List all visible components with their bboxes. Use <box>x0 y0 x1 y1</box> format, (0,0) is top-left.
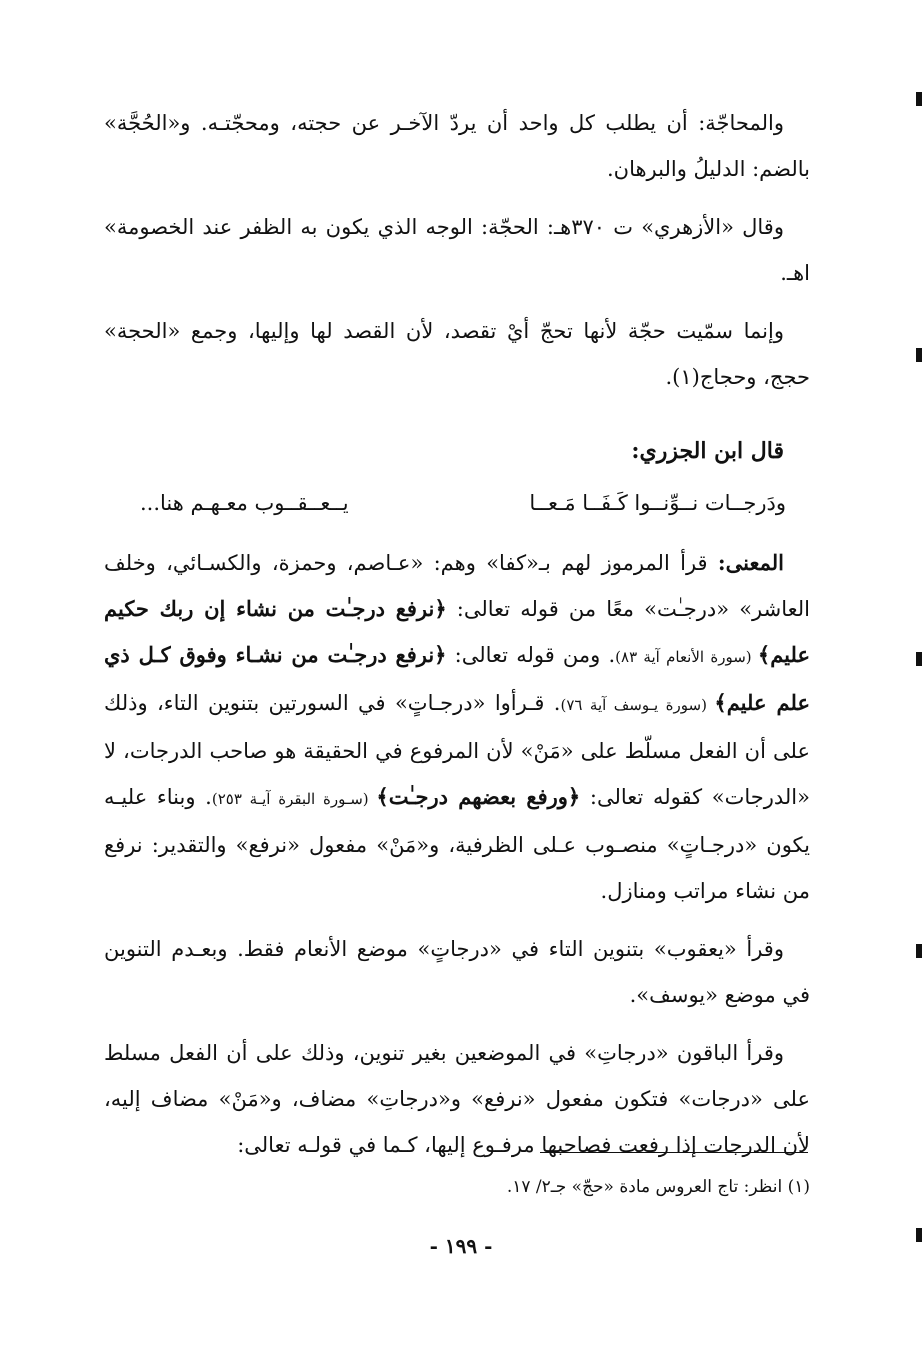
edge-mark <box>916 944 922 958</box>
verse-reference-3: (سـورة البقرة آيـة ٢٥٣) <box>211 790 377 808</box>
meaning-text-3: . قـرأوا «درجـاتٍ» في السورتين بتنوين التاء، وذلك على أن الفعل مسلّط على «مَنْ» لأن المرفوع في الحقيقة هو صاحب الدرجات، لا «الدرجات» كقوله تعالى: <box>104 691 810 809</box>
paragraph-meaning <box>104 540 810 914</box>
edge-mark <box>916 1228 922 1242</box>
edge-mark <box>916 652 922 666</box>
quran-verse-2: ﴿نرفع درجـٰت من نشـاء وفوق كـل ذي علم عليم﴾ <box>104 642 810 715</box>
verse-first-hemistich: ودَرجــات نــوِّنــوا كَـفَــا مَـعــا <box>529 491 786 515</box>
footnote: (١) انظر: تاج العروس مادة «حجّ» جـ٢/ ١٧. <box>506 1177 810 1197</box>
verse-reference-2: (سورة يـوسف آية ٧٦) <box>560 696 715 714</box>
edge-mark <box>916 92 922 106</box>
poem-verse <box>140 480 786 526</box>
meaning-text-2: . ومن قوله تعالى: <box>446 643 616 667</box>
meaning-text-4: . وبناء عليـه يكون «درجـاتٍ» منصـوب عـلى الظرفية، و«مَنْ» مفعول «نرفع» والتقدير: نرفع من نشاء مراتب ومنازل. <box>104 785 810 903</box>
paragraph-muhajja: والمحاجّة: أن يطلب كل واحد أن يردّ الآخـر عن حجته، ومحجّتـه. و«الحُجَّة» بالضم: الدليلُ والبرهان. <box>104 111 810 181</box>
quran-verse-1: ﴿نرفع درجـٰت من نشاء إن ربك حكيم عليم﴾ <box>104 596 810 667</box>
footnote-divider <box>540 1152 808 1153</box>
meaning-label: المعنى: <box>717 550 784 575</box>
page-number: - ١٩٩ - <box>429 1234 493 1258</box>
paragraph-others: وقرأ الباقون «درجاتِ» في الموضعين بغير تنوين، وذلك على أن الفعل مسلط على «درجات» فتكون مفعول «نرفع» و«درجاتِ» مضاف، و«مَنْ» مضاف إليه، لأن الدرجات إذا رفعت فصاحبها مرفـوع إليها، كـما في قولـه تعالى: <box>104 1041 810 1157</box>
quran-verse-3: ﴿ورفع بعضهم درجـٰت﴾ <box>376 784 581 809</box>
verse-reference-1: (سورة الأنعام آية ٨٣) <box>615 648 758 666</box>
section-heading: قال ابن الجزري: <box>631 438 784 464</box>
paragraph-hujja-plural: وإنما سمّيت حجّة لأنها تحجّ أيْ تقصد، لأن القصد لها وإليها، وجمع «الحجة» حجج، وحجاج(١). <box>104 319 810 389</box>
edge-mark <box>916 348 922 362</box>
meaning-text-1: قرأ المرموز لهم بـ«كفا» وهم: «عـاصم، وحمزة، والكسـائي، وخلف العاشر» «درجـٰت» معًا من قوله تعالى: <box>104 551 810 621</box>
verse-second-hemistich: يــعــقــوب معـهـم هنا... <box>140 491 349 515</box>
page-body <box>104 100 810 1180</box>
paragraph-yaqub: وقرأ «يعقوب» بتنوين التاء في «درجاتٍ» موضع الأنعام فقط. وبعـدم التنوين في موضع «يوسف». <box>104 937 810 1007</box>
paragraph-azhari: وقال «الأزهري» ت ٣٧٠هـ: الحجّة: الوجه الذي يكون به الظفر عند الخصومة» اهـ. <box>104 215 810 285</box>
